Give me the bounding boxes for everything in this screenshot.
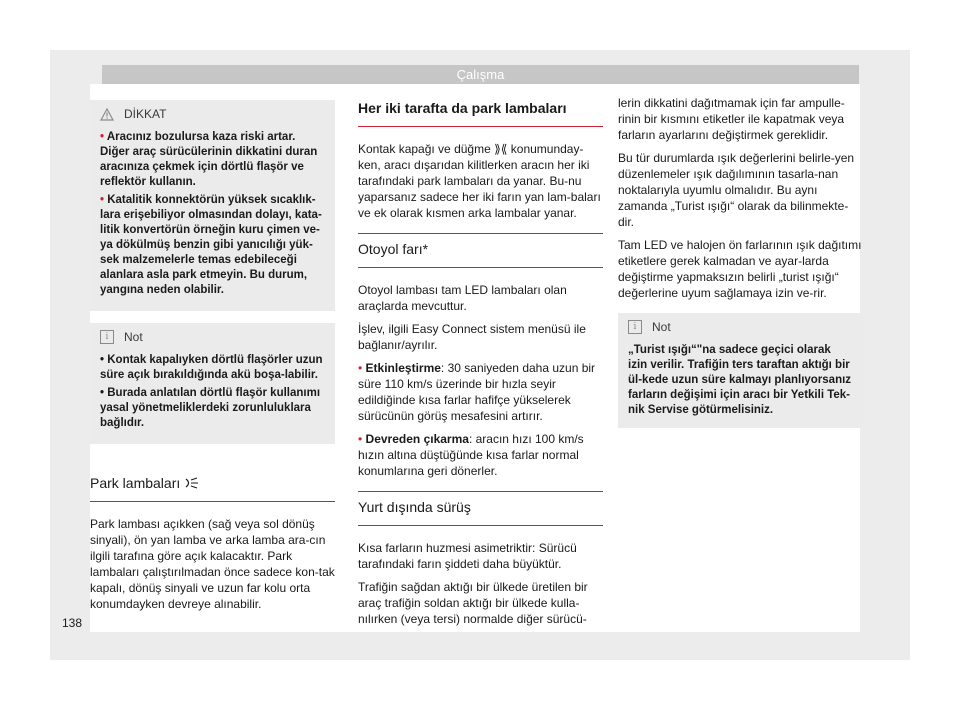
- paragraph: Kontak kapağı ve düğme ⟫⟪ konumunday-ken, aracı dışarıdan kilitlerken aracın her iki tarafındaki park lambaları da yanar. Bu-nu yaparsanız sadece her iki farın yan lam-baları ve ek olarak kısmen arka lambalar yanar.: [358, 142, 601, 220]
- warning-item: • Aracınız bozulursa kaza riski artar. Diğer araç sürücülerinin dikkatini duran aracınıza çekmek için dörtlü flaşör ve reflektör kullanın.: [100, 131, 318, 188]
- section-heading: [358, 491, 603, 526]
- bullet-paragraph: • Devreden çıkarma: aracın hızı 100 km/s hızın altına düştüğünde kısa farlar normal konumlarına geri dönerler.: [358, 432, 584, 478]
- paragraph: lerin dikkatini dağıtmamak için far ampulle-rinin bir kısmını etiketler ile kapatmak veya farların ayarlarını değiştirmek gereklidir.: [618, 96, 845, 142]
- warning-label: DİKKAT: [124, 107, 167, 121]
- info-icon: i: [100, 330, 114, 344]
- column-3: [618, 95, 863, 428]
- parking-light-icon: [184, 477, 200, 489]
- note-item: • Kontak kapalıyken dörtlü flaşörler uzun süre açık bırakıldığında akü boşa-labilir.: [100, 354, 323, 381]
- paragraph: Bu tür durumlarda ışık değerlerini belirle-yen düzenlemeler ışık dağılımının tasarla-nan noktalarıyla uyumlu olmalıdır. Bu aynı zamanda „Turist ışığı“ olarak da bilinmekte-dir.: [618, 151, 855, 229]
- note-label: Not: [652, 320, 671, 334]
- section-title: Her iki tarafta da park lambaları: [358, 100, 567, 116]
- column-1: [90, 100, 335, 619]
- column-2: [358, 95, 603, 634]
- bullet-paragraph: • Etkinleştirme: 30 saniyeden daha uzun bir süre 110 km/s üzerinde bir hızla seyir edildiğinde kısa farlar hafifçe yükselerek sürücünün görüş mesafesini artırır.: [358, 361, 596, 423]
- paragraph: Tam LED ve halojen ön farlarının ışık dağıtımı etiketlere gerek kalmadan ve ayar-larda değiştirme yapmaksızın belirli „turist ışığı“ değerlerine uyum sağlamaya izin ve-rir.: [618, 238, 862, 300]
- paragraph: Park lambası açıkken (sağ veya sol dönüş sinyali), ön yan lamba ve arka lamba ara-cın ilgili tarafına göre açık kalacaktır. Park lambaları çalıştırılmadan önce sadece kon-tak kapalı, dönüş sinyali ve uzun far kolu orta konumdayken devreye alınabilir.: [90, 517, 335, 611]
- note-label: Not: [124, 330, 143, 344]
- note-box: [618, 313, 863, 428]
- section-title: Otoyol farı*: [358, 241, 429, 257]
- section-title: Park lambaları: [90, 475, 181, 491]
- note-text: „Turist ışığı“ʺna sadece geçici olarak izin verilir. Trafiğin ters taraftan aktığı bir ül-kede uzun süre kalmayı planlıyorsanız farların değişimi için aracı bir Yetkili Tek-nik Servise götürmelisiniz.: [628, 344, 852, 416]
- section-title: Yurt dışında sürüş: [358, 499, 471, 515]
- note-box: [90, 323, 335, 444]
- warning-triangle-icon: [100, 108, 114, 121]
- warning-item: • Katalitik konnektörün yüksek sıcaklık-lara erişebiliyor olmasından dolayı, kata-litik konvertörün örneğin kuru çimen ve-ya dökülmüş benzin gibi yanıcılığı yük-sek malzemelerle temas edebileceği alanlara asla park etmeyin. Bu durum, yangına neden olabilir.: [100, 194, 322, 296]
- section-heading: [90, 466, 335, 502]
- paragraph: Trafiğin sağdan aktığı bir ülkede üretilen bir araç trafiğin soldan aktığı bir ülkede kulla-nılırken (veya tersi) normalde diğer sürücü-: [358, 580, 588, 626]
- section-heading: [358, 233, 603, 268]
- paragraph: Kısa farların huzmesi asimetriktir: Sürücü tarafındaki farın şiddeti daha büyüktür.: [358, 541, 577, 571]
- paragraph: İşlev, ilgili Easy Connect sistem menüsü ile bağlanır/ayrılır.: [358, 322, 586, 352]
- page-number: 138: [62, 616, 83, 630]
- paragraph: Otoyol lambası tam LED lambaları olan araçlarda mevcuttur.: [358, 283, 567, 313]
- section-heading: [358, 95, 603, 127]
- info-icon: i: [628, 320, 642, 334]
- note-item: • Burada anlatılan dörtlü flaşör kullanımı yasal yönetmeliklerdeki zorunluluklara bağlıdır.: [100, 387, 321, 429]
- chapter-header: Çalışma: [102, 65, 859, 84]
- warning-box: [90, 100, 335, 311]
